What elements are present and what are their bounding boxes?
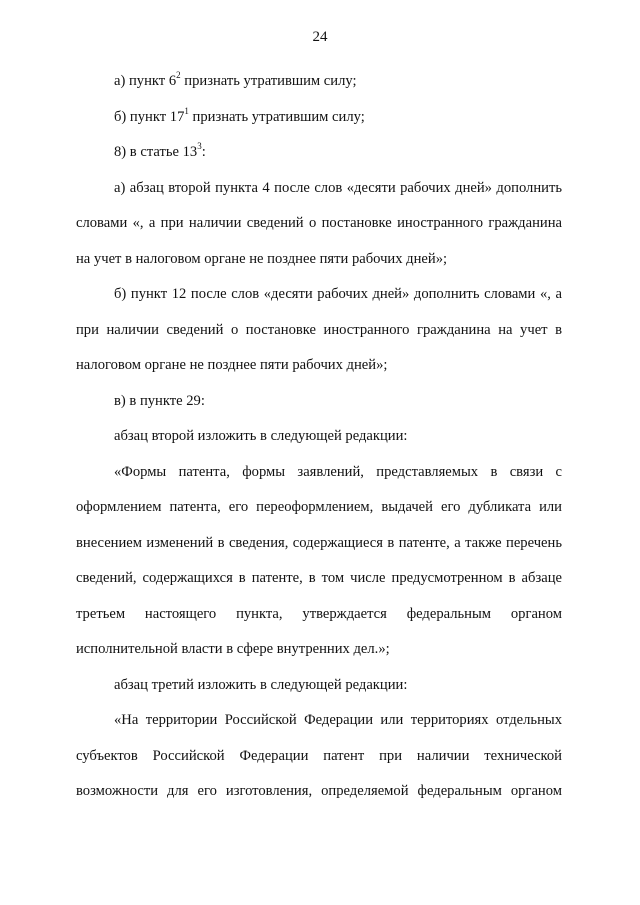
paragraph-text: а) пункт 6 (114, 73, 177, 89)
paragraph-quote-forms: «Формы патента, формы заявлений, представляемых в связи с оформлением патента, его переоформлением, выдачей его дубликата или внесением изменений в сведения, содержащиеся в патенте, а также перечень сведений, содержащихся в патенте, в том числе предусмотренном в абзаце третьем настоящего пункта, утверждается федеральным органом исполнительной власти в сфере внутренних дел.»; (76, 463, 562, 657)
paragraph-text: признать утратившим силу; (188, 108, 365, 125)
paragraph-item-8 (76, 135, 562, 171)
paragraph-text: б) пункт 17 (114, 108, 185, 125)
page-number: 24 (312, 29, 328, 45)
paragraph-subitem-a: а) абзац второй пункта 4 после слов «десяти рабочих дней» дополнить словами «, а при наличии сведений о постановке иностранного гражданина на учет в налоговом органе не позднее пяти рабочих дней»; (76, 179, 562, 267)
paragraph-text: 8) в статье 13 (114, 144, 198, 160)
paragraph-text: : (201, 144, 206, 160)
superscript: 2 (176, 70, 181, 81)
superscript: 3 (197, 141, 202, 152)
paragraph-item-a (76, 64, 562, 100)
paragraph-subitem-b: б) пункт 12 после слов «десяти рабочих дней» дополнить словами «, а при наличии сведений о постановке иностранного гражданина на учет в налоговом органе не позднее пяти рабочих дней»; (76, 286, 562, 373)
paragraph-subitem-v: в) в пункте 29: (114, 392, 205, 409)
paragraph-abzac-vtoroy: абзац второй изложить в следующей редакции: (114, 428, 408, 444)
superscript: 1 (184, 105, 189, 116)
paragraph-quote-territory: «На территории Российской Федерации или территориях отдельных субъектов Российской Федерации патент при наличии технической возможности для его изготовления, определяемой федеральным органом (76, 712, 562, 799)
document-body (76, 64, 562, 810)
paragraph-abzac-tretiy: абзац третий изложить в следующей редакции: (114, 676, 408, 693)
paragraph-item-b (76, 100, 562, 136)
paragraph-text: признать утратившим силу; (180, 73, 357, 89)
